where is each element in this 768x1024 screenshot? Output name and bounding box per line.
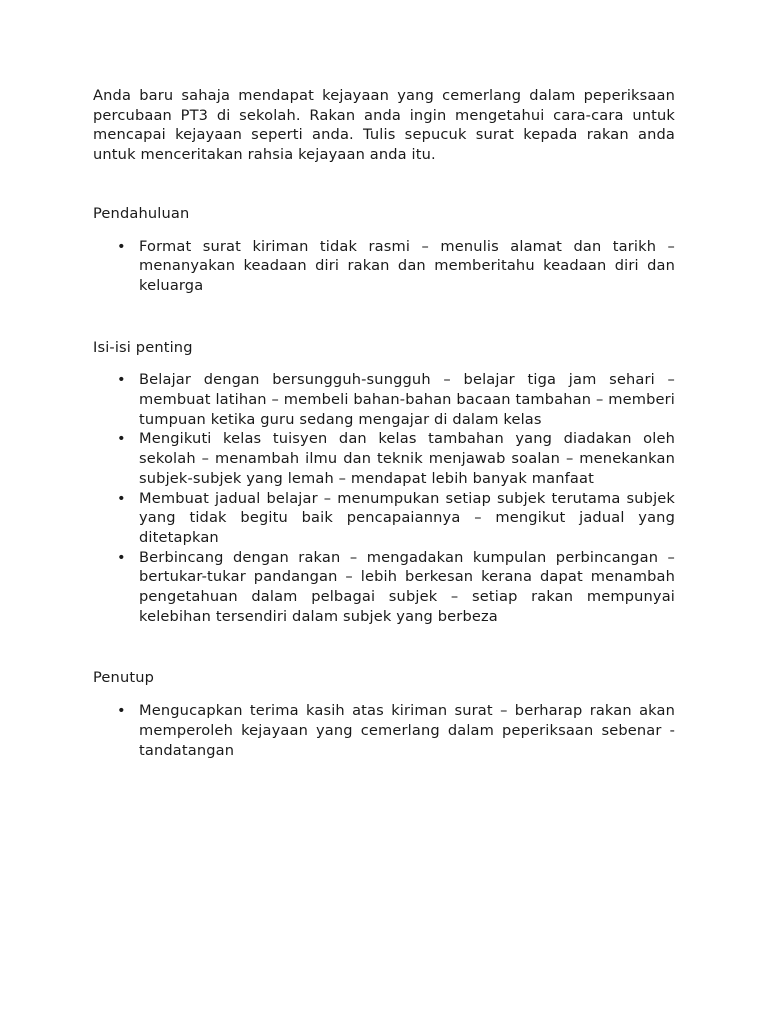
bullet-icon: • [117,548,126,566]
bullet-list-isi-isi-penting [93,370,675,626]
bullet-icon: • [117,489,126,507]
section-heading-isi-isi-penting: Isi-isi penting [93,338,193,356]
list-item-text: Membuat jadual belajar – menumpukan setiap subjek terutama subjek yang tidak begitu baik pencapaiannya – mengikut jadual yang ditetapkan [139,489,675,546]
bullet-icon: • [117,237,126,255]
bullet-icon: • [117,371,126,389]
bullet-icon: • [117,430,126,448]
list-item-text: Belajar dengan bersungguh-sungguh – belajar tiga jam sehari – membuat latihan – membeli bahan-bahan bacaan tambahan – memberi tumpuan ketika guru sedang mengajar di dalam kelas [139,371,675,428]
list-item [93,701,675,760]
section-heading-pendahuluan: Pendahuluan [93,204,190,222]
list-item-text: Mengikuti kelas tuisyen dan kelas tambahan yang diadakan oleh sekolah – menambah ilmu dan teknik menjawab soalan – menekankan subjek-subjek yang lemah – mendapat lebih banyak manfaat [139,430,675,487]
list-item-text: Mengucapkan terima kasih atas kiriman surat – berharap rakan akan memperoleh kejayaan yang cemerlang dalam peperiksaan sebenar - tandatangan [139,702,675,759]
bullet-list-penutup [93,701,675,760]
intro-paragraph: Anda baru sahaja mendapat kejayaan yang cemerlang dalam peperiksaan percubaan PT3 di sekolah. Rakan anda ingin mengetahui cara-cara untuk mencapai kejayaan seperti anda. Tulis sepucuk surat kepada rakan anda untuk menceritakan rahsia kejayaan anda itu. [93,87,675,164]
list-item [93,429,675,488]
list-item [93,237,675,296]
list-item [93,548,675,627]
list-item-text: Berbincang dengan rakan – mengadakan kumpulan perbincangan – bertukar-tukar pandangan – lebih berkesan kerana dapat menambah pengetahuan dalam pelbagai subjek – setiap rakan mempunyai kelebihan tersendiri dalam subjek yang berbeza [139,548,675,625]
list-item-text: Format surat kiriman tidak rasmi – menulis alamat dan tarikh – menanyakan keadaan diri rakan dan memberitahu keadaan diri dan keluarga [139,237,675,294]
bullet-list-pendahuluan [93,237,675,296]
section-heading-penutup: Penutup [93,669,155,687]
list-item [93,370,675,429]
document-page [93,86,675,760]
list-item [93,489,675,548]
bullet-icon: • [117,702,126,720]
